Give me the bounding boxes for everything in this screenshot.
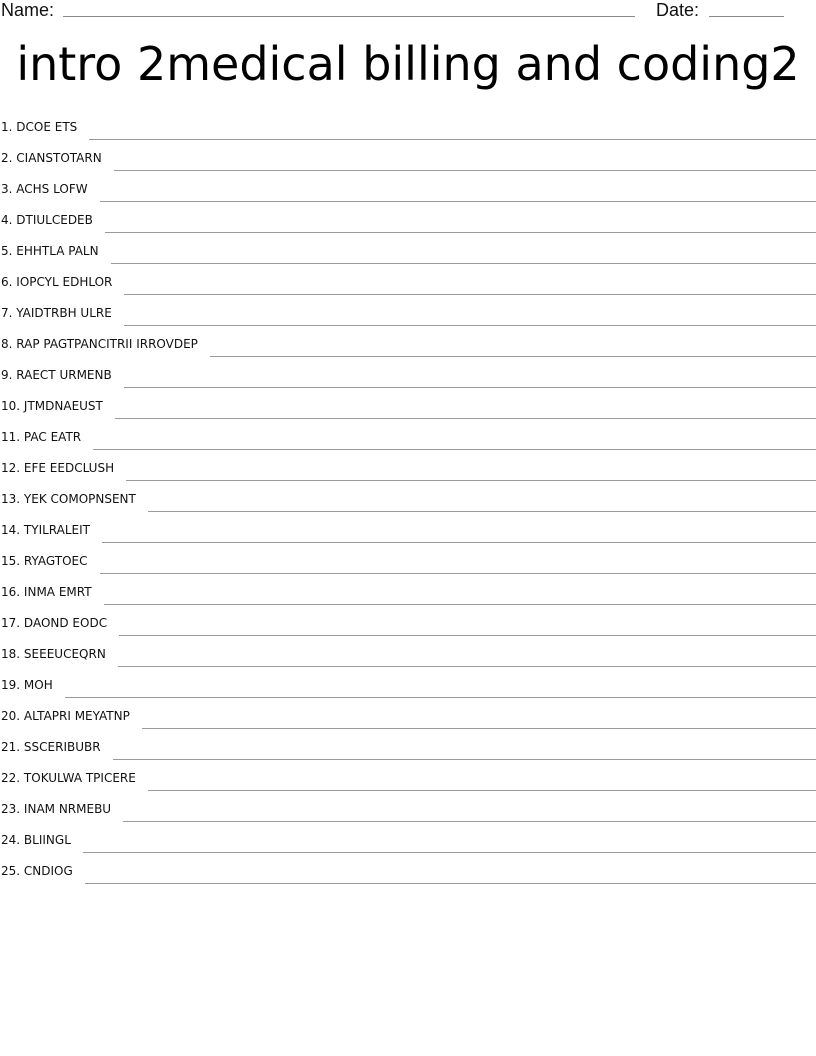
item-number: 9. [1,368,13,382]
scrambled-word: CIANSTOTARN [16,151,102,165]
scrambled-word-label [0,521,90,545]
item-number: 1. [1,120,13,134]
word-scramble-list [0,111,816,886]
scrambled-word-label [0,738,101,762]
item-number: 25. [1,864,21,878]
scrambled-word-label [0,180,88,204]
scrambled-word-label [0,242,99,266]
scrambled-word-label [0,769,136,793]
scrambled-word: EHHTLA PALN [16,244,99,258]
list-item [0,328,816,359]
list-item [0,700,816,731]
answer-line[interactable] [126,462,816,481]
scrambled-word: ALTAPRI MEYATNP [23,709,130,723]
answer-line[interactable] [119,617,816,636]
list-item [0,762,816,793]
answer-line[interactable] [100,183,816,202]
item-number: 19. [1,678,21,692]
scrambled-word: DTIULCEDEB [16,213,93,227]
scrambled-word-label [0,366,112,390]
list-item [0,204,816,235]
item-number: 10. [1,399,21,413]
answer-line[interactable] [85,865,816,884]
scrambled-word: PAC EATR [23,430,82,444]
item-number: 2. [1,151,13,165]
item-number: 13. [1,492,21,506]
scrambled-word: MOH [23,678,53,692]
scrambled-word-label [0,459,114,483]
scrambled-word: EFE EEDCLUSH [23,461,115,475]
answer-line[interactable] [113,741,816,760]
item-number: 24. [1,833,21,847]
worksheet-title: intro 2medical billing and coding2 [16,37,800,91]
scrambled-word: JTMDNAEUST [23,399,103,413]
list-item [0,142,816,173]
list-item [0,824,816,855]
item-number: 15. [1,554,21,568]
answer-line[interactable] [148,493,816,512]
item-number: 5. [1,244,13,258]
scrambled-word-label [0,335,198,359]
answer-line[interactable] [118,648,816,667]
scrambled-word: INMA EMRT [23,585,92,599]
scrambled-word-label [0,614,107,638]
scrambled-word: ACHS LOFW [16,182,88,196]
scrambled-word-label [0,118,77,142]
scrambled-word: YEK COMOPNSENT [23,492,136,506]
list-item [0,421,816,452]
scrambled-word: TOKULWA TPICERE [23,771,136,785]
answer-line[interactable] [83,834,816,853]
scrambled-word-label [0,490,136,514]
scrambled-word: SEEEUCEQRN [23,647,106,661]
item-number: 3. [1,182,13,196]
list-item [0,545,816,576]
item-number: 11. [1,430,21,444]
list-item [0,607,816,638]
scrambled-word-label [0,149,102,173]
scrambled-word: YAIDTRBH ULRE [16,306,112,320]
answer-line[interactable] [104,586,816,605]
scrambled-word-label [0,645,106,669]
name-field-line[interactable] [63,16,635,17]
list-item [0,111,816,142]
answer-line[interactable] [100,555,816,574]
scrambled-word-label [0,211,93,235]
item-number: 8. [1,337,13,351]
answer-line[interactable] [65,679,816,698]
scrambled-word: RYAGTOEC [23,554,88,568]
scrambled-word: SSCERIBUBR [23,740,101,754]
scrambled-word-label [0,552,88,576]
answer-line[interactable] [111,245,816,264]
list-item [0,483,816,514]
list-item [0,514,816,545]
scrambled-word-label [0,397,103,421]
answer-line[interactable] [93,431,816,450]
list-item [0,638,816,669]
list-item [0,359,816,390]
scrambled-word: TYILRALEIT [23,523,91,537]
list-item [0,235,816,266]
answer-line[interactable] [115,400,816,419]
list-item [0,576,816,607]
item-number: 16. [1,585,21,599]
item-number: 18. [1,647,21,661]
list-item [0,297,816,328]
item-number: 6. [1,275,13,289]
answer-line[interactable] [124,276,816,295]
list-item [0,390,816,421]
item-number: 14. [1,523,21,537]
scrambled-word: RAP PAGTPANCITRII IRROVDEP [16,337,198,351]
item-number: 22. [1,771,21,785]
scrambled-word-label [0,707,130,731]
item-number: 20. [1,709,21,723]
item-number: 12. [1,461,21,475]
item-number: 21. [1,740,21,754]
list-item [0,669,816,700]
answer-line[interactable] [89,121,816,140]
scrambled-word: DAOND EODC [23,616,108,630]
item-number: 17. [1,616,21,630]
scrambled-word: INAM NRMEBU [23,802,112,816]
scrambled-word-label [0,800,111,824]
answer-line[interactable] [210,338,816,357]
scrambled-word-label [0,428,81,452]
list-item [0,266,816,297]
scrambled-word: DCOE ETS [16,120,78,134]
list-item [0,731,816,762]
scrambled-word: BLIINGL [23,833,71,847]
answer-line[interactable] [123,803,816,822]
list-item [0,855,816,886]
list-item [0,173,816,204]
item-number: 23. [1,802,21,816]
scrambled-word: RAECT URMENB [16,368,112,382]
scrambled-word-label [0,676,53,700]
answer-line[interactable] [124,307,816,326]
scrambled-word-label [0,583,92,607]
scrambled-word-label [0,273,112,297]
answer-line[interactable] [124,369,816,388]
answer-line[interactable] [142,710,816,729]
date-field-line[interactable] [709,16,784,17]
answer-line[interactable] [102,524,816,543]
date-label: Date: [656,0,700,20]
answer-line[interactable] [114,152,816,171]
scrambled-word: IOPCYL EDHLOR [16,275,113,289]
list-item [0,452,816,483]
scrambled-word-label [0,862,73,886]
scrambled-word-label [0,304,112,328]
item-number: 7. [1,306,13,320]
item-number: 4. [1,213,13,227]
scrambled-word-label [0,831,71,855]
list-item [0,793,816,824]
worksheet-header [0,0,816,22]
answer-line[interactable] [105,214,816,233]
name-label: Name: [1,0,55,20]
answer-line[interactable] [148,772,816,791]
scrambled-word: CNDIOG [23,864,73,878]
